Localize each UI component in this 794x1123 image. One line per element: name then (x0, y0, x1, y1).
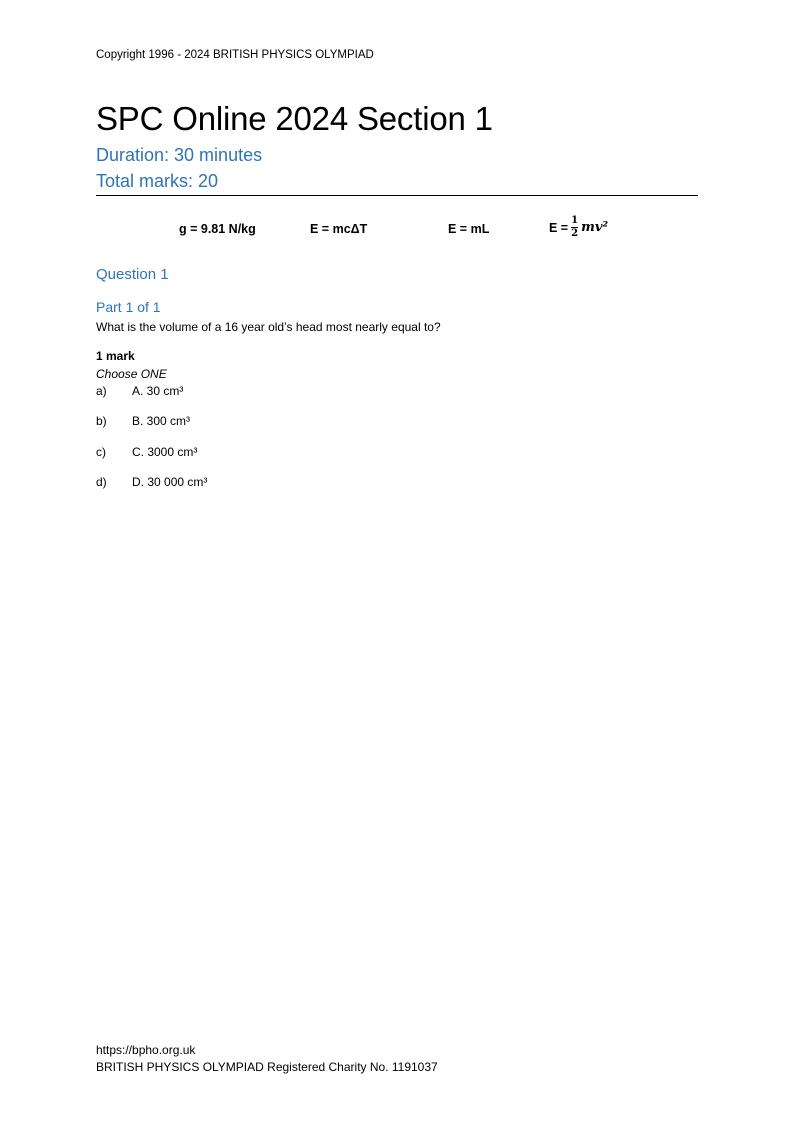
title-divider (96, 195, 698, 196)
formula-latent: E = mL (448, 222, 490, 236)
formula-heat: E = mcΔT (310, 222, 368, 236)
question-text: What is the volume of a 16 year old’s head most nearly equal to? (96, 320, 441, 334)
page-title: SPC Online 2024 Section 1 (96, 100, 493, 137)
footer-charity-text: BRITISH PHYSICS OLYMPIAD Registered Charity No. 1191037 (96, 1060, 438, 1074)
total-marks-text: Total marks: 20 (96, 171, 219, 191)
fraction-denominator: 2 (571, 228, 579, 239)
marks-label: 1 mark (96, 349, 135, 363)
option-c[interactable]: C. 3000 cm³ (132, 445, 198, 459)
fraction-numerator: 1 (571, 215, 579, 226)
option-c-letter: c) (96, 445, 106, 459)
question-heading: Question 1 (96, 266, 169, 283)
footer-url-link[interactable]: https://bpho.org.uk (96, 1043, 196, 1057)
option-b-letter: b) (96, 414, 107, 428)
option-d[interactable]: D. 30 000 cm³ (132, 475, 208, 489)
option-d-letter: d) (96, 475, 107, 489)
copyright-text: Copyright 1996 - 2024 BRITISH PHYSICS OLYMPIAD (96, 49, 374, 61)
duration-text: Duration: 30 minutes (96, 145, 263, 165)
option-b[interactable]: B. 300 cm³ (132, 414, 191, 428)
formula-kinetic-prefix: E = (549, 220, 569, 235)
formula-gravity: g = 9.81 N/kg (179, 222, 256, 236)
formula-kinetic (549, 216, 608, 239)
part-heading: Part 1 of 1 (96, 299, 161, 315)
formula-kinetic-fraction (571, 216, 578, 239)
option-a-letter: a) (96, 384, 107, 398)
formula-kinetic-rest: mv² (581, 220, 609, 235)
choose-instruction: Choose ONE (96, 367, 167, 381)
option-a[interactable]: A. 30 cm³ (132, 384, 184, 398)
